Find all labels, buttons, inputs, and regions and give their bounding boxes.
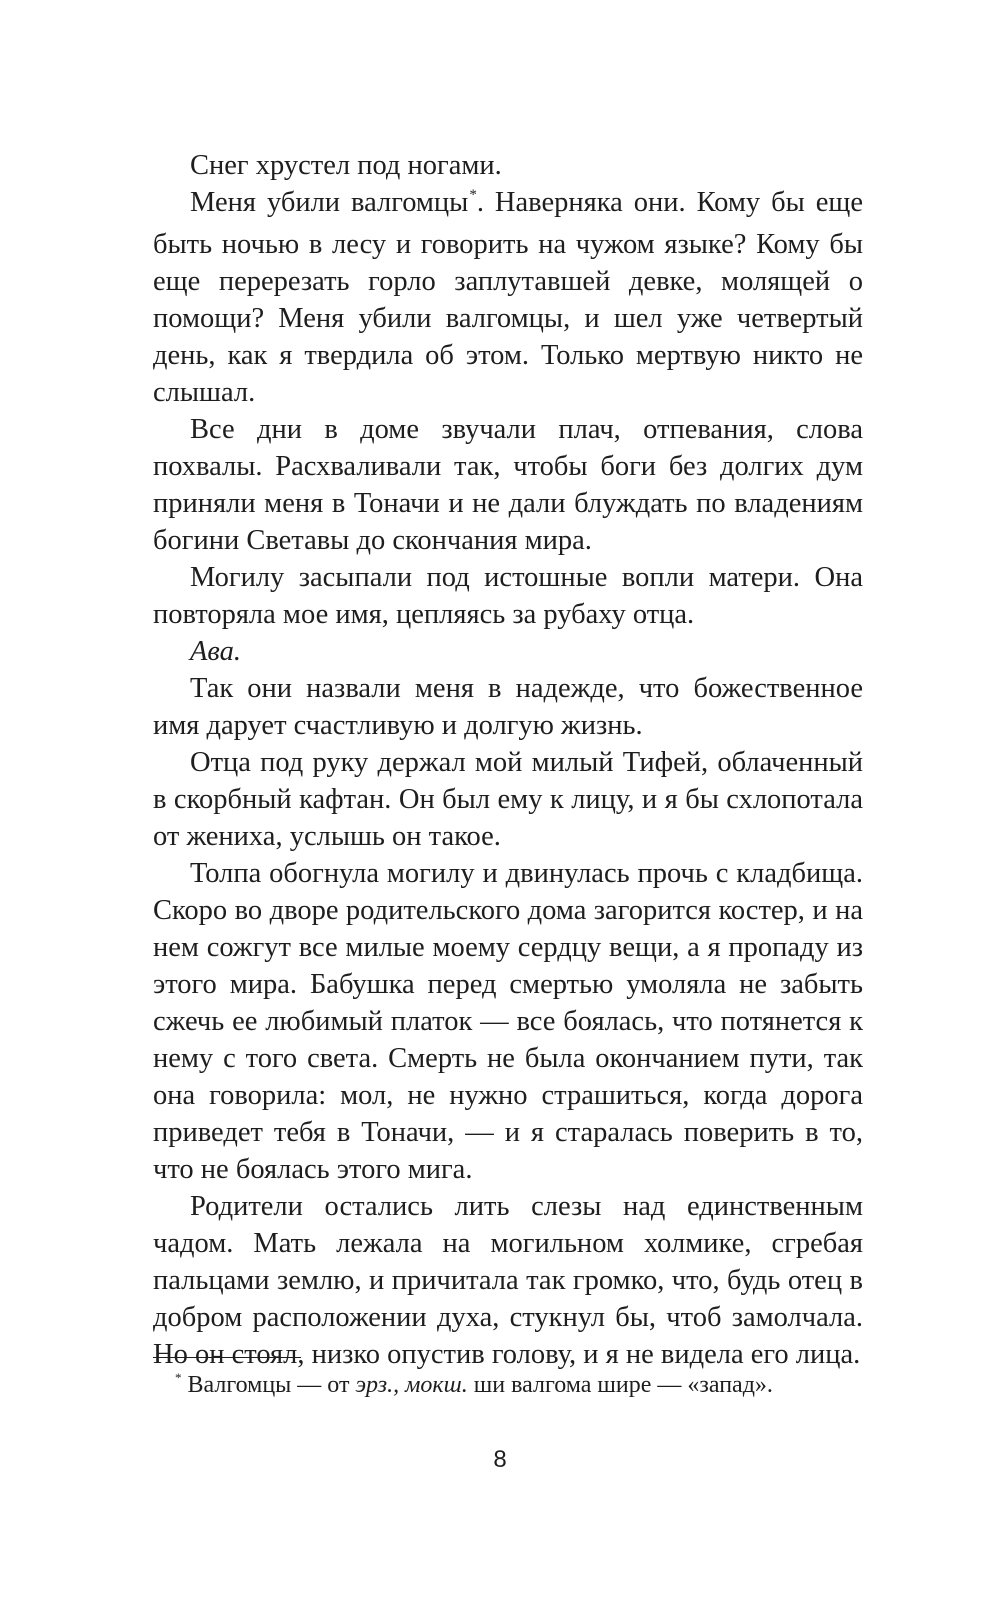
paragraph: Толпа обогнула могилу и двинулась прочь с кладбища. Скоро во дворе родительского дома загорится костер, и на нем сожгут все милые моему сердцу вещи, а я пропаду из этого мира. Бабушка перед смертью умоляла не забыть сжечь ее любимый платок — все боялась, что потянется к нему с того света. Смерть не была окончанием пути, так она говорила: мол, не нужно страшиться, когда дорога приведет тебя в Тоначи, — и я старалась поверить в то, что не боялась этого мига. [153, 858, 863, 1185]
footnote-reference-mark: * [469, 187, 477, 203]
paragraph: Могилу засыпали под истошные вопли матери. Она повторяла мое имя, цепляясь за рубаху отца. [153, 562, 863, 630]
footnote-mark: * [175, 1370, 182, 1385]
paragraph: Родители остались лить слезы над единственным чадом. Мать лежала на могильном холмике, сгребая пальцами землю, и причитала так громко, что, будь отец в добром расположении духа, стукнул бы, чтоб замолчала. Но он стоял, низко опустив голову, и я не видела его лица. [153, 1191, 863, 1370]
paragraph [153, 184, 863, 411]
paragraph-text: . Наверняка они. Кому бы еще быть ночью в лесу и говорить на чужом языке? Кому бы еще перерезать горло заплутавшей девке, молящей о помощи? Меня убили валгомцы, и шел уже четвертый день, как я твердила об этом. Только мертвую никто не слышал. [153, 187, 864, 408]
body-text [153, 147, 863, 1373]
paragraph-text: Меня убили валгомцы [190, 187, 469, 218]
page-number: 8 [493, 1446, 507, 1473]
paragraph: Отца под руку держал мой милый Тифей, облаченный в скорбный кафтан. Он был ему к лицу, и я бы схлопотала от жениха, услышь он такое. [153, 747, 863, 852]
paragraph: Снег хрустел под ногами. [190, 150, 502, 181]
footnote-divider [153, 1357, 301, 1358]
paragraph-italic-name: Ава. [190, 636, 241, 667]
footnote-definition: ши валгома шире — «запад». [467, 1372, 773, 1398]
footnote [153, 1370, 863, 1403]
paragraph: Все дни в доме звучали плач, отпевания, слова похвалы. Расхваливали так, чтобы боги без долгих дум приняли меня в Тоначи и не дали блуждать по владениям богини Светавы до скончания мира. [153, 414, 863, 556]
footnote-languages: эрз., мокш. [355, 1372, 468, 1398]
paragraph: Так они назвали меня в надежде, что божественное имя дарует счастливую и долгую жизнь. [153, 673, 863, 741]
footnote-term: Валгомцы — от [187, 1372, 356, 1398]
